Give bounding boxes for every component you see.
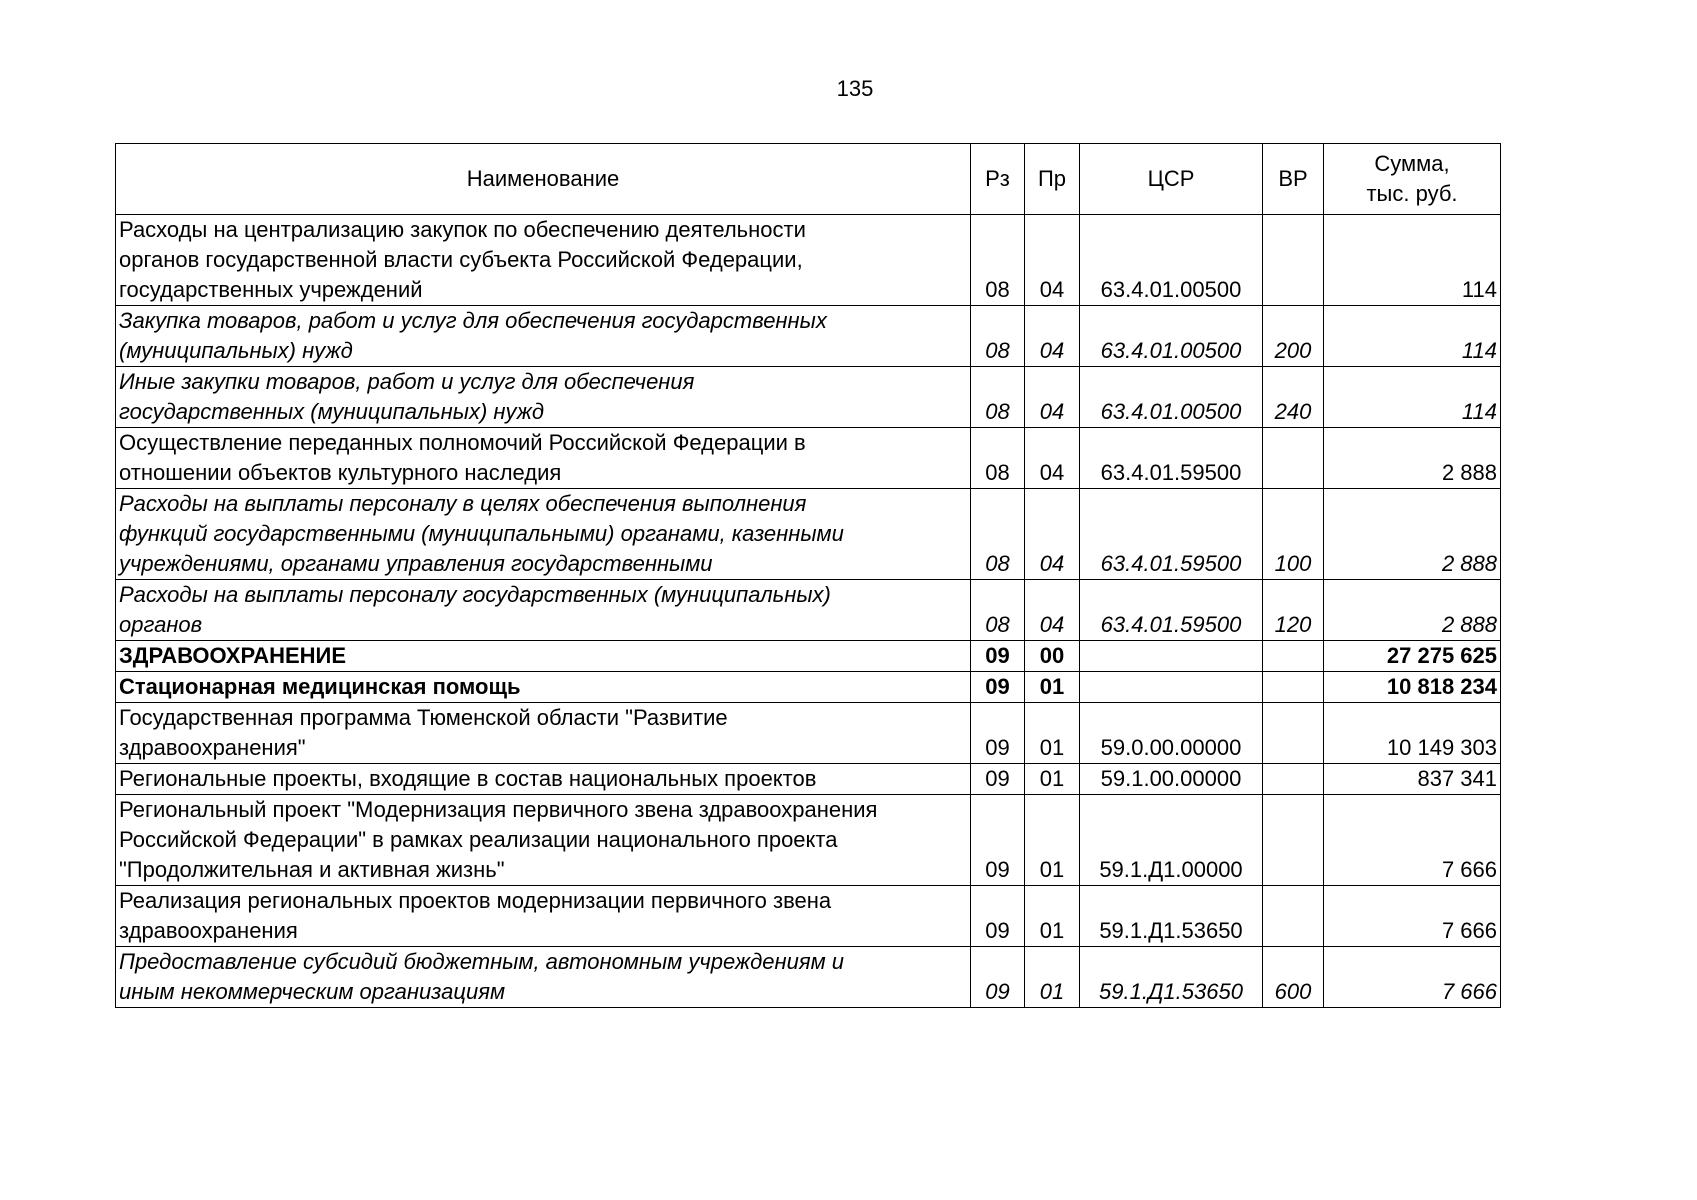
cell-name-line: ЗДРАВООХРАНЕНИЕ	[119, 643, 347, 668]
cell-pr: 01	[1025, 795, 1080, 886]
cell-csr: 63.4.01.59500	[1080, 580, 1263, 641]
cell-sum: 10 149 303	[1324, 703, 1501, 764]
cell-name-line: Региональные проекты, входящие в состав национальных проектов	[119, 766, 817, 791]
cell-name-line: учреждениями, органами управления государственными	[119, 551, 713, 576]
cell-vr: 600	[1263, 947, 1324, 1008]
cell-pr: 01	[1025, 947, 1080, 1008]
table-body	[116, 215, 1501, 1008]
cell-name	[116, 947, 971, 1008]
cell-csr: 59.1.Д1.53650	[1080, 886, 1263, 947]
cell-pr: 04	[1025, 580, 1080, 641]
cell-name	[116, 580, 971, 641]
cell-vr: 200	[1263, 306, 1324, 367]
cell-name-line: Российской Федерации" в рамках реализации национального проекта	[119, 827, 838, 852]
cell-name	[116, 215, 971, 306]
cell-pr: 01	[1025, 672, 1080, 703]
header-vr: ВР	[1263, 144, 1324, 215]
table-row	[116, 306, 1501, 367]
cell-pr: 01	[1025, 703, 1080, 764]
cell-pr: 04	[1025, 428, 1080, 489]
cell-name-line: Осуществление переданных полномочий Российской Федерации в	[119, 430, 806, 455]
cell-name-line: отношении объектов культурного наследия	[119, 460, 562, 485]
cell-rz: 08	[971, 306, 1025, 367]
cell-name	[116, 703, 971, 764]
cell-vr	[1263, 672, 1324, 703]
cell-rz: 08	[971, 215, 1025, 306]
cell-name	[116, 886, 971, 947]
cell-pr: 04	[1025, 215, 1080, 306]
header-pr: Пр	[1025, 144, 1080, 215]
cell-rz: 09	[971, 672, 1025, 703]
cell-sum: 7 666	[1324, 886, 1501, 947]
cell-csr: 59.1.00.00000	[1080, 764, 1263, 795]
cell-name-line: (муниципальных) нужд	[119, 338, 353, 363]
table-header-row	[116, 144, 1501, 215]
cell-rz: 09	[971, 703, 1025, 764]
cell-name-line: здравоохранения	[119, 918, 298, 943]
cell-csr: 59.0.00.00000	[1080, 703, 1263, 764]
cell-name	[116, 641, 971, 672]
cell-name-line: Предоставление субсидий бюджетным, автономным учреждениям и	[119, 949, 845, 974]
cell-rz: 09	[971, 886, 1025, 947]
cell-pr: 00	[1025, 641, 1080, 672]
cell-vr: 120	[1263, 580, 1324, 641]
cell-vr	[1263, 428, 1324, 489]
cell-csr: 59.1.Д1.53650	[1080, 947, 1263, 1008]
cell-name-line: функций государственными (муниципальными) органами, казенными	[119, 521, 844, 546]
cell-sum: 27 275 625	[1324, 641, 1501, 672]
cell-vr	[1263, 886, 1324, 947]
cell-vr	[1263, 795, 1324, 886]
cell-pr: 01	[1025, 886, 1080, 947]
cell-sum: 7 666	[1324, 795, 1501, 886]
cell-sum: 2 888	[1324, 428, 1501, 489]
header-sum-line1: Сумма,	[1374, 151, 1450, 176]
cell-name-line: Иные закупки товаров, работ и услуг для обеспечения	[119, 369, 695, 394]
header-name: Наименование	[116, 144, 971, 215]
cell-name-line: Закупка товаров, работ и услуг для обеспечения государственных	[119, 308, 827, 333]
cell-name-line: "Продолжительная и активная жизнь"	[119, 857, 505, 882]
cell-sum: 2 888	[1324, 580, 1501, 641]
cell-vr: 100	[1263, 489, 1324, 580]
cell-name-line: государственных учреждений	[119, 277, 423, 302]
cell-name-line: органов государственной власти субъекта Российской Федерации,	[119, 247, 803, 272]
cell-sum: 7 666	[1324, 947, 1501, 1008]
cell-csr	[1080, 641, 1263, 672]
cell-csr: 63.4.01.00500	[1080, 306, 1263, 367]
table-row	[116, 215, 1501, 306]
cell-rz: 08	[971, 580, 1025, 641]
header-rz: Рз	[971, 144, 1025, 215]
cell-name-line: Региональный проект "Модернизация первичного звена здравоохранения	[119, 797, 878, 822]
cell-pr: 04	[1025, 306, 1080, 367]
cell-name-line: Государственная программа Тюменской области "Развитие	[119, 705, 728, 730]
table-row	[116, 428, 1501, 489]
cell-sum: 10 818 234	[1324, 672, 1501, 703]
cell-vr	[1263, 215, 1324, 306]
cell-name-line: Расходы на централизацию закупок по обеспечению деятельности	[119, 217, 806, 242]
table-row	[116, 886, 1501, 947]
cell-csr: 63.4.01.00500	[1080, 367, 1263, 428]
cell-pr: 04	[1025, 489, 1080, 580]
table-row	[116, 947, 1501, 1008]
cell-sum: 114	[1324, 306, 1501, 367]
cell-rz: 08	[971, 367, 1025, 428]
table-row	[116, 580, 1501, 641]
cell-name	[116, 367, 971, 428]
cell-rz: 09	[971, 764, 1025, 795]
cell-csr: 63.4.01.59500	[1080, 489, 1263, 580]
cell-name	[116, 764, 971, 795]
header-csr: ЦСР	[1080, 144, 1263, 215]
cell-vr	[1263, 641, 1324, 672]
table-row	[116, 672, 1501, 703]
cell-name-line: иным некоммерческим организациям	[119, 979, 506, 1004]
cell-name-line: органов	[119, 612, 203, 637]
cell-name	[116, 795, 971, 886]
header-sum	[1324, 144, 1501, 215]
cell-name-line: Расходы на выплаты персоналу в целях обеспечения выполнения	[119, 491, 807, 516]
table-row	[116, 703, 1501, 764]
table-row	[116, 764, 1501, 795]
cell-csr: 59.1.Д1.00000	[1080, 795, 1263, 886]
cell-name-line: государственных (муниципальных) нужд	[119, 399, 545, 424]
cell-name-line: Реализация региональных проектов модернизации первичного звена	[119, 888, 832, 913]
cell-sum: 114	[1324, 367, 1501, 428]
cell-vr	[1263, 703, 1324, 764]
table-row	[116, 489, 1501, 580]
cell-sum: 837 341	[1324, 764, 1501, 795]
table-row	[116, 641, 1501, 672]
cell-name	[116, 306, 971, 367]
page-number: 135	[836, 76, 874, 101]
cell-sum: 114	[1324, 215, 1501, 306]
cell-rz: 08	[971, 428, 1025, 489]
cell-rz: 08	[971, 489, 1025, 580]
cell-name	[116, 489, 971, 580]
cell-name-line: здравоохранения"	[119, 735, 306, 760]
cell-rz: 09	[971, 947, 1025, 1008]
table-row	[116, 367, 1501, 428]
cell-name-line: Стационарная медицинская помощь	[119, 674, 521, 699]
header-sum-line2: тыс. руб.	[1366, 181, 1458, 206]
cell-csr	[1080, 672, 1263, 703]
cell-sum: 2 888	[1324, 489, 1501, 580]
cell-csr: 63.4.01.59500	[1080, 428, 1263, 489]
cell-name-line: Расходы на выплаты персоналу государственных (муниципальных)	[119, 582, 831, 607]
cell-pr: 04	[1025, 367, 1080, 428]
cell-pr: 01	[1025, 764, 1080, 795]
cell-vr: 240	[1263, 367, 1324, 428]
cell-rz: 09	[971, 795, 1025, 886]
table-row	[116, 795, 1501, 886]
cell-vr	[1263, 764, 1324, 795]
cell-rz: 09	[971, 641, 1025, 672]
cell-csr: 63.4.01.00500	[1080, 215, 1263, 306]
cell-name	[116, 428, 971, 489]
budget-table	[115, 143, 1501, 1008]
cell-name	[116, 672, 971, 703]
